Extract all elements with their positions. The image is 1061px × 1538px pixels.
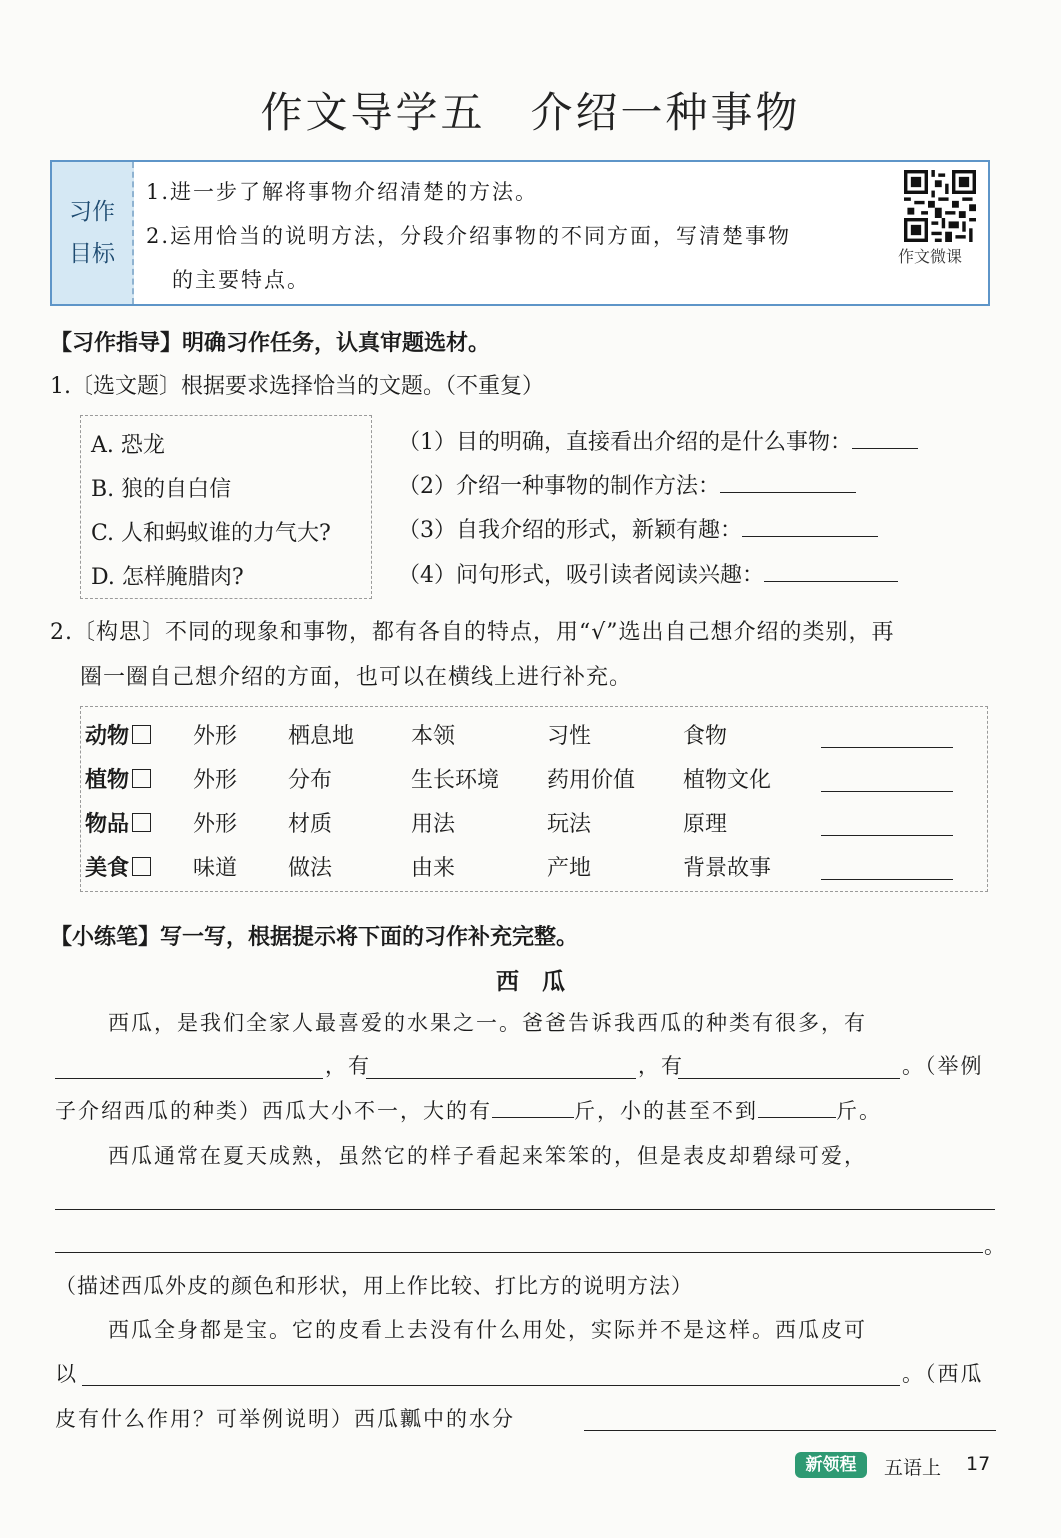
goals-label-bottom: 目标 (69, 241, 115, 267)
aspect-item[interactable]: 植物文化 (683, 768, 772, 793)
p1-you-1: ，有 (325, 1054, 371, 1078)
aspect-item[interactable]: 食物 (683, 724, 728, 749)
question-1: 1.〔选文题〕根据要求选择恰当的文题。（不重复） (50, 374, 544, 399)
small-weight-blank[interactable] (758, 1099, 836, 1118)
match-2 (398, 469, 856, 500)
category-animal (85, 719, 151, 750)
page-title: 作文导学五 介绍一种事物 (260, 88, 801, 137)
p1-line-3 (55, 1095, 882, 1125)
aspect-item[interactable]: 玩法 (547, 812, 592, 837)
p3-end: 。（西瓜 (902, 1362, 984, 1386)
p1-you-2: ，有 (638, 1054, 684, 1078)
category-animal-label: 动物 (85, 724, 130, 749)
p1-line-1: 西瓜，是我们全家人最喜爱的水果之一。爸爸告诉我西瓜的种类有很多，有 (108, 1011, 867, 1035)
p3-line-1: 西瓜全身都是宝。它的皮看上去没有什么用处，实际并不是这样。西瓜皮可 (108, 1318, 867, 1342)
match-4 (398, 558, 898, 589)
checkbox-food[interactable] (132, 857, 151, 876)
guide-header-text: 明确习作任务，认真审题选材。 (182, 331, 491, 356)
category-food (85, 851, 151, 882)
watermelon-type-blank-3[interactable] (678, 1078, 900, 1079)
rind-description-blank-2[interactable] (55, 1252, 983, 1253)
qr-code-icon[interactable] (904, 170, 976, 242)
aspect-item[interactable]: 原理 (683, 812, 728, 837)
rind-use-blank[interactable] (82, 1385, 900, 1386)
checkbox-animal[interactable] (132, 725, 151, 744)
p2-period: 。 (984, 1234, 1007, 1258)
question-2-line-1: 2.〔构思〕不同的现象和事物，都有各自的特点，用“√”选出自己想介绍的类别，再 (50, 620, 895, 645)
aspect-item[interactable]: 栖息地 (288, 724, 355, 749)
goals-box (50, 160, 990, 306)
checkbox-plant[interactable] (132, 769, 151, 788)
question-2-line-2: 圈一圈自己想介绍的方面，也可以在横线上进行补充。 (80, 665, 633, 690)
match-3 (398, 513, 878, 544)
match-4-blank[interactable] (764, 563, 898, 582)
category-object (85, 807, 151, 838)
p2-hint: （描述西瓜外皮的颜色和形状，用上作比较、打比方的说明方法） (55, 1274, 693, 1298)
guide-header-bracket: 【习作指导】 (50, 331, 183, 356)
goals-label (52, 162, 134, 304)
publisher-badge: 新领程 (795, 1452, 867, 1478)
category-plant-label: 植物 (85, 768, 130, 793)
goal-line-2: 2.运用恰当的说明方法，分段介绍事物的不同方面，写清楚事物 (146, 224, 792, 248)
option-a: A. 恐龙 (91, 433, 165, 458)
aspect-item[interactable]: 外形 (193, 724, 238, 749)
grade-label: 五语上 (884, 1457, 942, 1479)
aspect-item[interactable]: 外形 (193, 812, 238, 837)
aspect-item[interactable]: 分布 (288, 768, 333, 793)
checkbox-object[interactable] (132, 813, 151, 832)
aspect-item[interactable]: 用法 (411, 812, 456, 837)
option-b: B. 狼的自白信 (91, 477, 232, 502)
category-object-label: 物品 (85, 812, 130, 837)
aspect-item[interactable]: 味道 (193, 856, 238, 881)
category-food-label: 美食 (85, 856, 130, 881)
match-2-blank[interactable] (720, 474, 856, 493)
qr-caption: 作文微课 (898, 247, 963, 266)
aspect-item[interactable]: 习性 (547, 724, 592, 749)
aspect-item[interactable]: 外形 (193, 768, 238, 793)
guide-header (50, 326, 490, 357)
match-4-text: （4）问句形式，吸引读者阅读兴趣： (398, 563, 764, 588)
match-2-text: （2）介绍一种事物的制作方法： (398, 474, 720, 499)
p1-line-3c: 斤。 (836, 1099, 882, 1123)
supplement-blank[interactable] (821, 791, 953, 792)
practice-header-text: 写一写，根据提示将下面的习作补充完整。 (160, 925, 579, 950)
aspect-item[interactable]: 药用价值 (547, 768, 636, 793)
match-1-blank[interactable] (852, 430, 918, 449)
goal-line-3: 的主要特点。 (172, 268, 310, 292)
match-1 (398, 425, 918, 456)
aspect-item[interactable]: 做法 (288, 856, 333, 881)
p2-line-1: 西瓜通常在夏天成熟，虽然它的样子看起来笨笨的，但是表皮却碧绿可爱， (108, 1144, 867, 1168)
aspect-item[interactable]: 生长环境 (411, 768, 500, 793)
aspect-item[interactable]: 产地 (547, 856, 592, 881)
title-options-box (80, 415, 372, 599)
goals-label-top: 习作 (69, 199, 115, 225)
p3-yi: 以 (55, 1362, 78, 1386)
watermelon-type-blank-2[interactable] (366, 1078, 636, 1079)
rind-description-blank-1[interactable] (55, 1209, 995, 1210)
aspect-item[interactable]: 材质 (288, 812, 333, 837)
page-number: 17 (966, 1453, 991, 1475)
match-1-text: （1）目的明确，直接看出介绍的是什么事物： (398, 430, 852, 455)
category-grid (80, 706, 988, 892)
match-3-text: （3）自我介绍的形式，新颖有趣： (398, 518, 742, 543)
p1-end: 。（举例 (902, 1054, 984, 1078)
option-d: D. 怎样腌腊肉? (91, 565, 244, 590)
goal-line-1: 1.进一步了解将事物介绍清楚的方法。 (146, 180, 539, 204)
watermelon-type-blank-1[interactable] (55, 1078, 323, 1079)
match-3-blank[interactable] (742, 518, 878, 537)
option-c: C. 人和蚂蚁谁的力气大? (91, 521, 331, 546)
aspect-item[interactable]: 本领 (411, 724, 456, 749)
supplement-blank[interactable] (821, 835, 953, 836)
essay-title: 西 瓜 (496, 969, 565, 995)
p1-line-3b: 斤，小的甚至不到 (574, 1099, 758, 1123)
aspect-item[interactable]: 背景故事 (683, 856, 772, 881)
category-plant (85, 763, 151, 794)
supplement-blank[interactable] (821, 879, 953, 880)
practice-header-bracket: 【小练笔】 (50, 925, 161, 950)
supplement-blank[interactable] (821, 747, 953, 748)
p3-line-3: 皮有什么作用？可举例说明）西瓜瓤中的水分 (55, 1407, 515, 1431)
practice-header (50, 920, 578, 951)
big-weight-blank[interactable] (492, 1099, 574, 1118)
p1-line-3a: 子介绍西瓜的种类）西瓜大小不一，大的有 (55, 1099, 492, 1123)
water-content-blank[interactable] (584, 1430, 996, 1431)
aspect-item[interactable]: 由来 (411, 856, 456, 881)
